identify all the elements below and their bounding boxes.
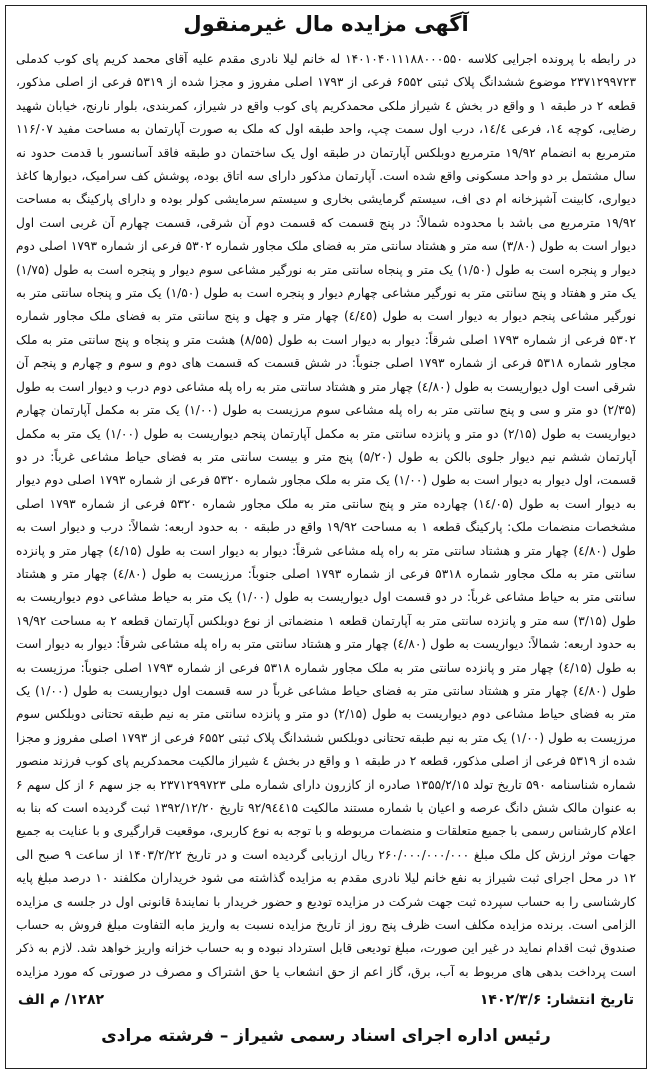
publish-date: تاریخ انتشار: ۱۴۰۲/۳/۶ bbox=[479, 992, 634, 1008]
notice-title: آگهی مزایده مال غیرمنقول bbox=[183, 12, 469, 36]
notice-body: در رابطه با پرونده اجرایی کلاسه ۱۴۰۱۰۴۰۱۱۱۸۸۰۰۰۵۵۰ له خانم لیلا نادری مقدم علیه آقای محمد کریم پای کوب کدملی ۲۳۷۱۲۹۹۷۲۳ موضوع ششدانگ پلاک ثبتی ۶۵۵۲ فرعی از ۱۷۹۳ اصلی مفروز و مجزا شده از ۵۳۱۹ فرعی از اصلی مذکور، قطعه ۲ در طبقه ۱ و واقع در بخش ٤ شیراز ملکی محمدکریم پای کوب واقع در شیراز، کمربندی، بلوار نارنج، خیابان شهید رضایی، کوچه ١٤، فرعی ١٤/٤، درب اول سمت چپ، واحد طبقه اول که ملک به صورت آپارتمان به مساحت مفید ۱۱۶/۰۷ مترمربع به انضمام ۱۹/۹۲ مترمربع دوبلکس آپارتمان در طبقه اول یک ساختمان دو طبقه فاقد آسانسور با قدمت حدود نه سال مشتمل بر دو واحد مسکونی واقع شده است. آپارتمان مذکور دارای سه اتاق بوده، پوشش کف سرامیک، دیوارها کاغذ دیواری، کابینت آشپزخانه ام دی اف، سیستم گرمایشی بخاری و سیستم سرمایشی کولر بوده و دارای پارکینگ به مساحت ۱۹/۹۲ مترمربع می باشد با محدوده شمالاً: در پنج قسمت که قسمت دوم آن شرقی، قسمت چهارم آن غربی است اول دیوار است به طول (۳/۸۰) سه متر و هشتاد سانتی متر به فضای ملک مجاور شماره ۵۳۰۲ فرعی از شماره ۱۷۹۳ اصلی دوم دیوار و پنجره است به طول (۱/۵۰) یک متر و پنجاه سانتی متر به نورگیر مشاعی سوم دیوار و پنجره است به طول (۱/۷۵) یک متر و هفتاد و پنج سانتی متر به نورگیر مشاعی چهارم دیوار و پنجره است به طول (۱/۵۰) یک متر و پنجاه سانتی متر به نورگیر مشاعی پنجم دیوار به دیوار است به طول (٤/٤٥) چهار متر و چهل و پنج سانتی متر به فضای ملک مجاور شماره ۵۳۰۲ فرعی از شماره ۱۷۹۳ اصلی شرقاً: دیوار به دیوار است به طول (۸/۵۵) هشت متر و پنجاه و پنج سانتی متر به ملک مجاور شماره ۵۳۱۸ فرعی از شماره ۱۷۹۳ اصلی جنوباً: در شش قسمت که قسمت های دوم و سوم و چهارم و پنجم آن شرقی است اول دیواریست به طول (٤/۸۰) چهار متر و هشتاد سانتی متر به راه پله مشاعی دوم درب و دیوار است به طول (۲/۳۵) دو متر و سی و پنج سانتی متر به راه پله مشاعی سوم مرزیست به طول (۱/۰۰) یک متر به مکمل آپارتمان چهارم دیواریست به طول (۲/۱۵) دو متر و پانزده سانتی متر به مکمل آپارتمان پنجم دیواریست به طول (۱/۰۰) یک متر به مکمل آپارتمان ششم نیم دیوار جلوی بالکن به طول (۵/۲۰) پنج متر و بیست سانتی متر به فضای حیاط مشاعی غرباً: در دو قسمت، اول دیوار به دیوار است به طول (۱/۰۰) یک متر به ملک مجاور شماره ۵۳۲۰ فرعی از شماره ۱۷۹۳ اصلی دوم دیوار به دیوار است به طول (١٤/۰۵) چهارده متر و پنج سانتی متر به ملک مجاور شماره ۵۳۲۰ فرعی از شماره ۱۷۹۳ اصلی مشخصات منضمات ملک: پارکینگ قطعه ۱ به مساحت ۱۹/۹۲ واقع در طبقه ۰ به حدود اربعه: شمالاً: درب و دیوار است به طول (٤/۸۰) چهار متر و هشتاد سانتی متر به راه پله مشاعی شرقاً: دیوار به دیوار است به طول (٤/۱۵) چهار متر و پانزده سانتی متر به ملک مجاور شماره ۵۳۱۸ فرعی از شماره ۱۷۹۳ اصلی جنوباً: مرزیست به طول (٤/۸۰) چهار متر و هشتاد سانتی متر به حیاط مشاعی غرباً: در دو قسمت اول دیواریست به طول (۱/۰۰) یک متر به حیاط مشاعی دوم دیواریست به طول (۳/۱۵) سه متر و پانزده سانتی متر به آپارتمان قطعه ۱ منضماتی از نوع دوبلکس آپارتمان قطعه ۲ به مساحت ۱۹/۹۲ به حدود اربعه: شمالاً: دیواریست به طول (٤/۸۰) چهار متر و هشتاد سانتی متر به راه پله مشاعی شرقاً: دیوار به دیوار است به طول (٤/۱۵) چهار متر و پانزده سانتی متر به ملک مجاور شماره ۵۳۱۸ فرعی از شماره ۱۷۹۳ اصلی جنوباً: مرزیست به طول (٤/۸۰) چهار متر و هشتاد سانتی متر به فضای حیاط مشاعی غرباً در سه قسمت اول دیواریست به طول (۱/۰۰) یک متر به فضای حیاط مشاعی دوم دیواریست به طول (۲/۱۵) دو متر و پانزده سانتی متر به نیم طبقه تحتانی دوبلکس سوم مرزیست به طول (۱/۰۰) یک متر به نیم طبقه تحتانی دوبلکس ششدانگ پلاک ثبتی ۶۵۵۲ فرعی از ۱۷۹۳ اصلی مفروز و مجزا شده از ۵۳۱۹ فرعی از اصلی مذکور، قطعه ۲ در طبقه ۱ و واقع در بخش ٤ شیراز مالکیت محمدکریم پای کوب فرزند منصور شماره شناسنامه ۵۹۰ تاریخ تولد ۱۳۵۵/۲/۱۵ صادره از کازرون دارای شماره ملی ۲۳۷۱۲۹۹۷۲۳ به جز سهم ۶ از کل سهم ۶ به عنوان مالک شش دانگ عرصه و اعیان با شماره مستند مالکیت ۹۲/۹٤٤۱۵ تاریخ ۱۳۹۲/۱۲/۲۰ ثبت گردیده است که بنا به اعلام کارشناس رسمی با جمیع متعلقات و منضمات مربوطه و با توجه به نوع کاربری، موقعیت قرارگیری و با عنایت به جمیع جهات موثر ارزش کل ملک مبلغ ۲۶۰/۰۰۰/۰۰۰/۰۰۰ ریال ارزیابی گردیده است و در تاریخ ۱۴۰۳/۲/۲۲ از ساعت ۹ صبح الی ۱۲ در محل اجرای ثبت شیراز به نفع خانم لیلا نادری مقدم به مزایده گذاشته می شود خریداران مکلفند ۱۰ درصد مبلغ پایه کارشناسی را به حساب سپرده ثبت جهت شرکت در مزایده تودیع و حضور خریدار با نمایندۀ قانونی اول در جلسه ی مزایده الزامی است. برنده مزایده مکلف است ظرف پنج روز از تاریخ مزایده نسبت به واریز مابه التفاوت مبلغ فروش به حساب صندوق ثبت اقدام نماید در غیر این صورت، مبلغ تودیعی قابل استرداد نبوده و به حساب خزانه واریز خواهد شد. لازم به ذکر است پرداخت بدهی های مربوط به آب، برق، گاز اعم از حق انشعاب یا حق اشتراک و مصرف در صورتی که مورد مزایده bbox=[16, 52, 636, 979]
notice-footer bbox=[18, 992, 634, 1014]
signature-line: رئیس اداره اجرای اسناد رسمی شیراز – فرشته مرادی bbox=[101, 1026, 551, 1046]
reference-number: ۱۲۸۲/ م الف bbox=[18, 992, 105, 1008]
